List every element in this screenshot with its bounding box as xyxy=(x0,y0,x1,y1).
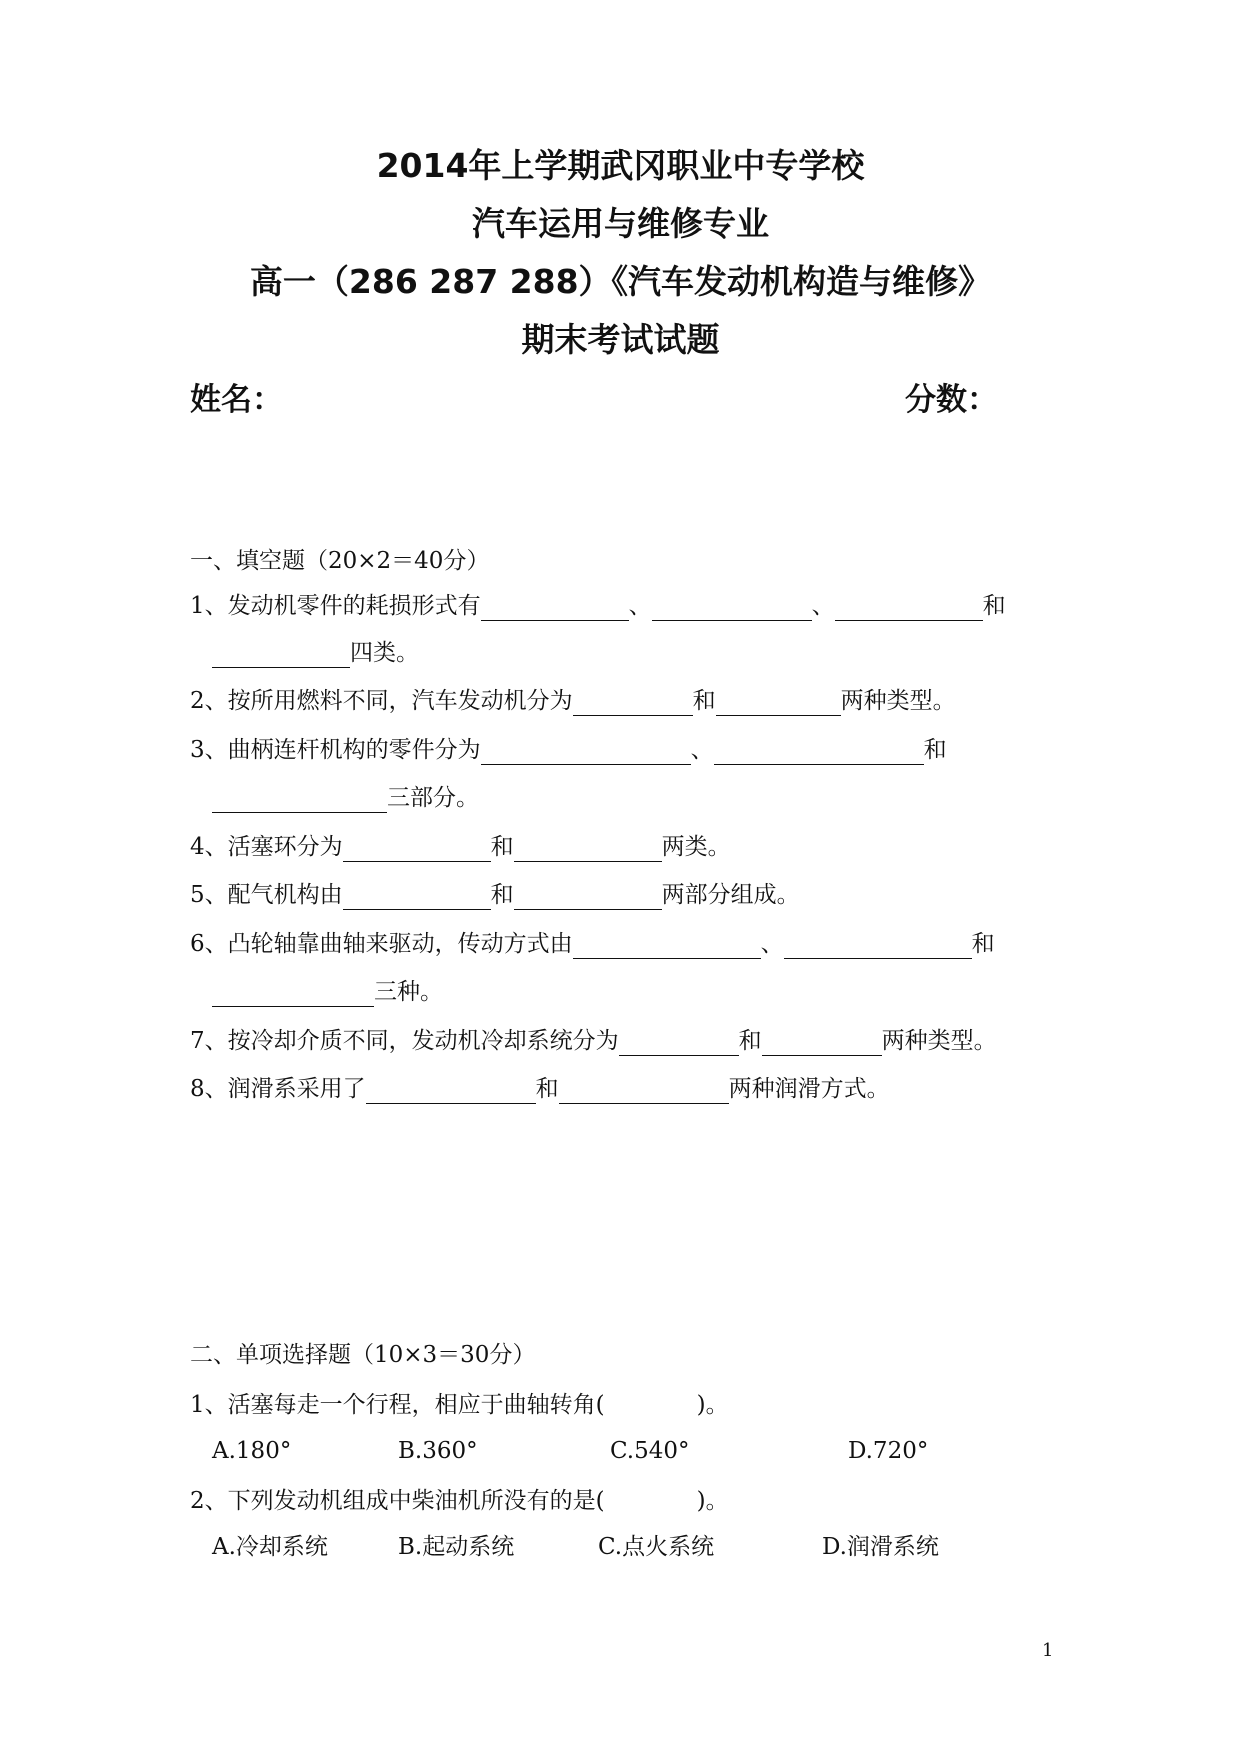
question-text: 两种类型。 xyxy=(840,688,956,714)
choice-option-a[interactable]: A.180° xyxy=(212,1438,292,1464)
answer-blank[interactable] xyxy=(343,835,491,862)
question-4 xyxy=(190,832,731,862)
question-text: 两种润滑方式。 xyxy=(728,1076,890,1102)
answer-blank[interactable] xyxy=(714,738,924,765)
question-text: 和 xyxy=(535,1076,559,1102)
question-text: 8、润滑系采用了 xyxy=(190,1076,366,1102)
section2-heading: 二、单项选择题（10×3＝30分） xyxy=(190,1342,536,1368)
question-8 xyxy=(190,1074,890,1104)
choice-option-b[interactable]: B.360° xyxy=(398,1438,478,1464)
question-3-line-2 xyxy=(212,783,479,813)
question-text: 和 xyxy=(490,882,514,908)
question-text: 和 xyxy=(692,688,716,714)
question-2 xyxy=(190,686,956,716)
answer-blank[interactable] xyxy=(481,738,691,765)
answer-blank[interactable] xyxy=(762,1029,882,1056)
choice-question-1: 1、活塞每走一个行程，相应于曲轴转角( )。 xyxy=(190,1392,729,1418)
question-text: 3、曲柄连杆机构的零件分为 xyxy=(190,737,481,763)
answer-blank[interactable] xyxy=(514,883,662,910)
question-text: 和 xyxy=(971,931,995,957)
answer-blank[interactable] xyxy=(619,1029,739,1056)
answer-blank[interactable] xyxy=(573,689,693,716)
question-6-line-1 xyxy=(190,929,995,959)
question-text: 和 xyxy=(738,1028,762,1054)
question-text: 两类。 xyxy=(661,834,731,860)
answer-blank[interactable] xyxy=(573,932,761,959)
question-text: 4、活塞环分为 xyxy=(190,834,343,860)
answer-blank[interactable] xyxy=(784,932,972,959)
question-6-line-2 xyxy=(212,977,443,1007)
exam-course-title: 高一（286 287 288）《汽车发动机构造与维修》 xyxy=(249,262,992,301)
answer-blank[interactable] xyxy=(716,689,841,716)
answer-blank[interactable] xyxy=(652,594,812,621)
question-1-line-1 xyxy=(190,591,1006,621)
section1-heading: 一、填空题（20×2＝40分） xyxy=(190,548,490,574)
question-text: 两部分组成。 xyxy=(661,882,800,908)
question-text: 、 xyxy=(760,931,784,957)
question-text: 7、按冷却介质不同，发动机冷却系统分为 xyxy=(190,1028,619,1054)
exam-major-title: 汽车运用与维修专业 xyxy=(472,204,769,243)
choice-option-d[interactable]: D.润滑系统 xyxy=(822,1534,939,1560)
exam-type-title: 期末考试试题 xyxy=(521,320,720,359)
question-text: 两种类型。 xyxy=(881,1028,997,1054)
exam-school-title: 2014年上学期武冈职业中专学校 xyxy=(376,146,865,185)
question-5 xyxy=(190,880,800,910)
question-text: 、 xyxy=(811,593,835,619)
answer-blank[interactable] xyxy=(366,1077,536,1104)
answer-blank[interactable] xyxy=(559,1077,729,1104)
question-text: 三种。 xyxy=(374,979,443,1005)
question-text: 1、发动机零件的耗损形式有 xyxy=(190,593,481,619)
question-text: 5、配气机构由 xyxy=(190,882,343,908)
question-text: 、 xyxy=(628,593,652,619)
choice-option-c[interactable]: C.540° xyxy=(610,1438,690,1464)
answer-blank[interactable] xyxy=(835,594,983,621)
score-label: 分数： xyxy=(905,382,998,418)
answer-blank[interactable] xyxy=(343,883,491,910)
page-number: 1 xyxy=(1042,1640,1054,1661)
name-label: 姓名： xyxy=(190,382,283,418)
choice-option-c[interactable]: C.点火系统 xyxy=(598,1534,715,1560)
question-text: 、 xyxy=(690,737,714,763)
question-text: 6、凸轮轴靠曲轴来驱动，传动方式由 xyxy=(190,931,573,957)
answer-blank[interactable] xyxy=(212,641,350,668)
choice-option-a[interactable]: A.冷却系统 xyxy=(212,1534,328,1560)
answer-blank[interactable] xyxy=(481,594,629,621)
question-text: 三部分。 xyxy=(387,785,479,811)
choice-option-b[interactable]: B.起动系统 xyxy=(398,1534,515,1560)
answer-blank[interactable] xyxy=(514,835,662,862)
answer-blank[interactable] xyxy=(212,786,387,813)
question-text: 和 xyxy=(490,834,514,860)
question-text: 四类。 xyxy=(350,640,419,666)
choice-option-d[interactable]: D.720° xyxy=(848,1438,929,1464)
question-7 xyxy=(190,1026,997,1056)
question-text: 和 xyxy=(982,593,1006,619)
choice-question-2: 2、下列发动机组成中柴油机所没有的是( )。 xyxy=(190,1488,729,1514)
question-3-line-1 xyxy=(190,735,947,765)
answer-blank[interactable] xyxy=(212,980,374,1007)
question-text: 和 xyxy=(923,737,947,763)
question-text: 2、按所用燃料不同，汽车发动机分为 xyxy=(190,688,573,714)
question-1-line-2 xyxy=(212,638,419,668)
